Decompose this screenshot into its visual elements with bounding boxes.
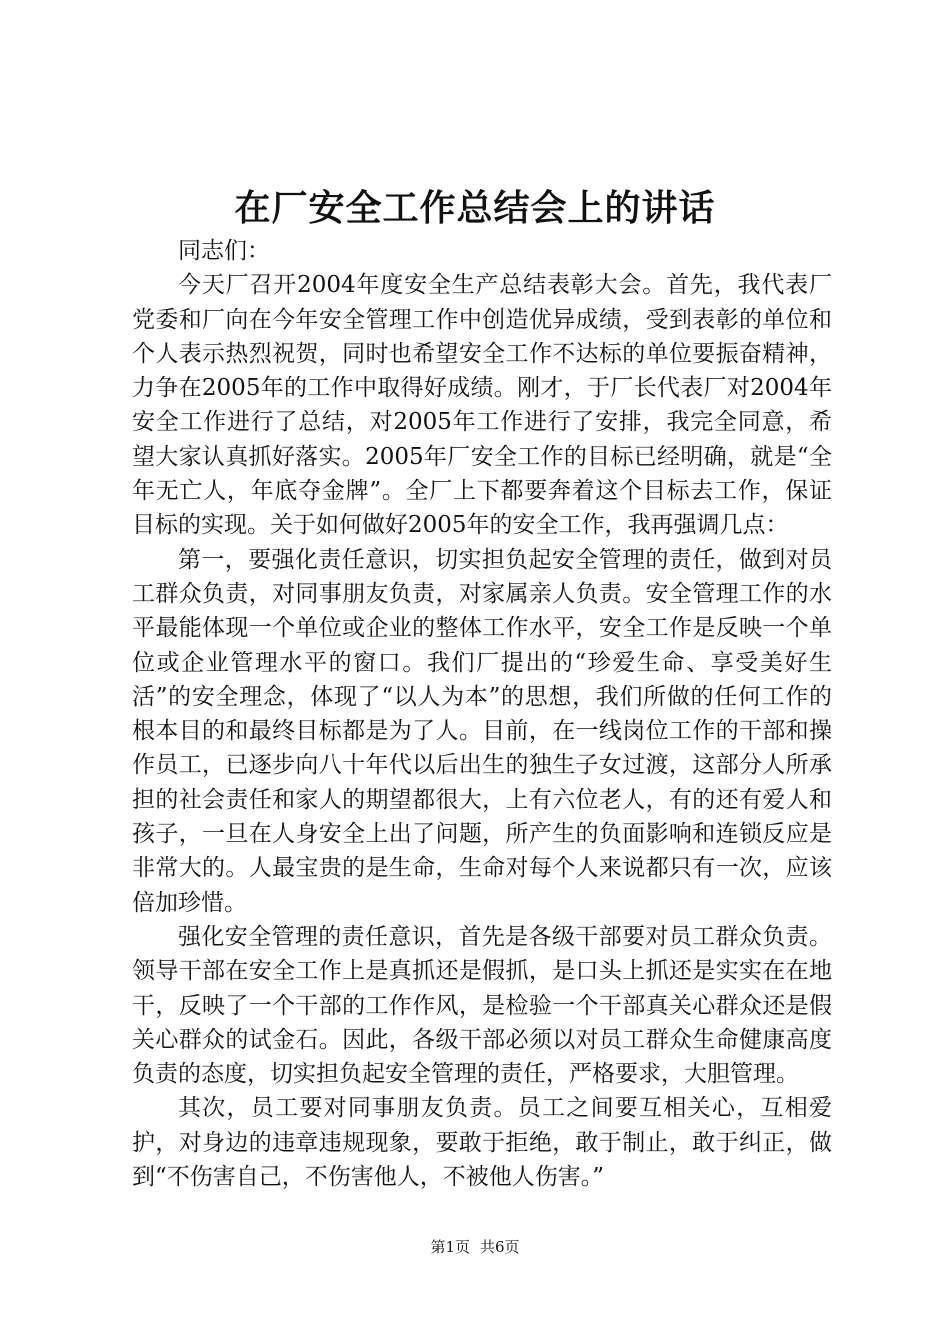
body-paragraph: 第一，要强化责任意识，切实担负起安全管理的责任，做到对员工群众负责，对同事朋友负责，对家属亲人负责。安全管理工作的水平最能体现一个单位或企业的整体工作水平，安全工作是反映一个单位或企业管理水平的窗口。我们厂提出的“珍爱生命、享受美好生活”的安全理念，体现了“以人为本”的思想，我们所做的任何工作的根本目的和最终目标都是为了人。目前，在一线岗位工作的干部和操作员工，已逐步向八十年代以后出生的独生子女过渡，这部分人所承担的社会责任和家人的期望都很大，上有六位老人，有的还有爱人和孩子，一旦在人身安全上出了问题，所产生的负面影响和连锁反应是非常大的。人最宝贵的是生命，生命对每个人来说都只有一次，应该倍加珍惜。 <box>132 546 832 916</box>
page-footer <box>0 1236 950 1258</box>
document-body <box>132 234 832 1194</box>
page-title: 在厂安全工作总结会上的讲话 <box>234 188 716 229</box>
body-paragraph: 其次，员工要对同事朋友负责。员工之间要互相关心，互相爱护，对身边的违章违规现象，要敢于拒绝，敢于制止，敢于纠正，做到“不伤害自己，不伤害他人，不被他人伤害。” <box>132 1095 832 1191</box>
page-total: 共6页 <box>480 1238 520 1256</box>
salutation-paragraph: 同志们： <box>178 238 270 264</box>
page-number: 第1页 <box>430 1238 470 1256</box>
body-paragraph: 强化安全管理的责任意识，首先是各级干部要对员工群众负责。领导干部在安全工作上是真抓还是假抓，是口头上抓还是实实在在地干，反映了一个干部的工作作风，是检验一个干部真关心群众还是假关心群众的试金石。因此，各级干部必须以对员工群众生命健康高度负责的态度，切实担负起安全管理的责任，严格要求，大胆管理。 <box>132 923 832 1088</box>
body-paragraph: 今天厂召开2004年度安全生产总结表彰大会。首先，我代表厂党委和厂向在今年安全管理工作中创造优异成绩，受到表彰的单位和个人表示热烈祝贺，同时也希望安全工作不达标的单位要振奋精神，力争在2005年的工作中取得好成绩。刚才，于厂长代表厂对2004年安全工作进行了总结，对2005年工作进行了安排，我完全同意，希望大家认真抓好落实。2005年厂安全工作的目标已经明确，就是“全年无亡人，年底夺金牌”。全厂上下都要奔着这个目标去工作，保证目标的实现。关于如何做好2005年的安全工作，我再强调几点： <box>132 272 832 539</box>
